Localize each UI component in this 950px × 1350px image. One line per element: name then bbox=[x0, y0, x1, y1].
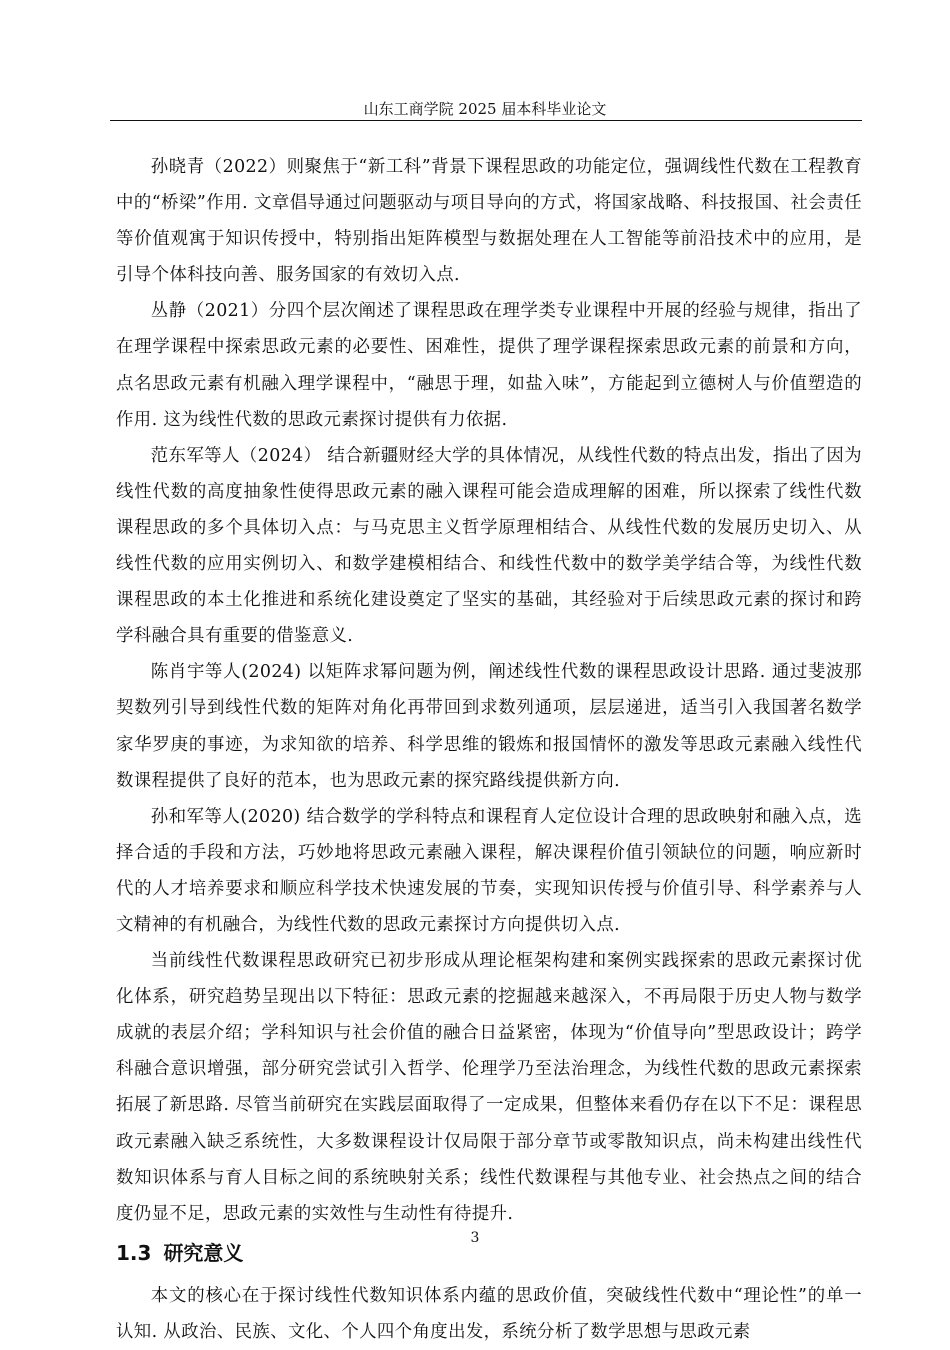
paragraph-research-summary: 当前线性代数课程思政研究已初步形成从理论框架构建和案例实践探索的思政元素探讨优化体系，研究趋势呈现出以下特征：思政元素的挖掘越来越深入，不再局限于历史人物与数学成就的表层介绍；学科知识与社会价值的融合日益紧密，体现为“价值导向”型思政设计；跨学科融合意识增强，部分研究尝试引入哲学、伦理学乃至法治理念，为线性代数的思政元素探索拓展了新思路. 尽管当前研究在实践层面取得了一定成果，但整体来看仍存在以下不足：课程思政元素融入缺乏系统性，大多数课程设计仅局限于部分章节或零散知识点，尚未构建出线性代数知识体系与育人目标之间的系统映射关系；线性代数课程与其他专业、社会热点之间的结合度仍显不足，思政元素的实效性与生动性有待提升. bbox=[116, 951, 862, 1224]
section-title: 研究意义 bbox=[163, 1240, 244, 1265]
paragraph-sun-hejun: 孙和军等人(2020) 结合数学的学科特点和课程育人定位设计合理的思政映射和融入点，选择合适的手段和方法，巧妙地将思政元素融入课程，解决课程价值引领缺位的问题，响应新时代的人才培养要求和顺应科学技术快速发展的节奏，实现知识传授与价值引导、科学素养与人文精神的有机融合，为线性代数的思政元素探讨方向提供切入点. bbox=[116, 806, 862, 935]
header-rule bbox=[110, 120, 862, 121]
paragraph-sun-xiaoqing: 孙晓青（2022）则聚焦于“新工科”背景下课程思政的功能定位，强调线性代数在工程教育中的“桥梁”作用. 文章倡导通过问题驱动与项目导向的方式，将国家战略、科技报国、社会责任等价值观寓于知识传授中，特别指出矩阵模型与数据处理在人工智能等前沿技术中的应用，是引导个体科技向善、服务国家的有效切入点. bbox=[116, 157, 862, 286]
paragraph-chen-xiaoyu: 陈肖宇等人(2024) 以矩阵求幂问题为例，阐述线性代数的课程思政设计思路. 通过斐波那契数列引导到线性代数的矩阵对角化再带回到求数列通项，层层递进，适当引入我国著名数学家华罗庚的事迹，为求知欲的培养、科学思维的锻炼和报国情怀的激发等思政元素融入线性代数课程提供了良好的范本，也为思政元素的探究路线提供新方向. bbox=[116, 662, 862, 791]
page-number: 3 bbox=[470, 1230, 480, 1246]
section-number: 1.3 bbox=[116, 1240, 152, 1265]
paragraph-significance: 本文的核心在于探讨线性代数知识体系内蕴的思政价值，突破线性代数中“理论性”的单一认知. 从政治、民族、文化、个人四个角度出发，系统分析了数学思想与思政元素 bbox=[116, 1285, 862, 1342]
paragraph-fan-dongjun: 范东军等人（2024） 结合新疆财经大学的具体情况，从线性代数的特点出发，指出了因为线性代数的高度抽象性使得思政元素的融入课程可能会造成理解的困难，所以探索了线性代数课程思政的多个具体切入点：与马克思主义哲学原理相结合、从线性代数的发展历史切入、从线性代数的应用实例切入、和数学建模相结合、和线性代数中的数学美学结合等，为线性代数课程思政的本土化推进和系统化建设奠定了坚实的基础，其经验对于后续思政元素的探讨和跨学科融合具有重要的借鉴意义. bbox=[116, 445, 862, 647]
paragraph-cong-jing: 丛静（2021）分四个层次阐述了课程思政在理学类专业课程中开展的经验与规律，指出了在理学课程中探索思政元素的必要性、困难性，提供了理学课程探索思政元素的前景和方向，点名思政元素有机融入理学课程中，“融思于理，如盐入味”，方能起到立德树人与价值塑造的作用. 这为线性代数的思政元素探讨提供有力依据. bbox=[116, 301, 862, 430]
page-body bbox=[116, 149, 862, 1350]
running-header: 山东工商学院 2025 届本科毕业论文 bbox=[363, 100, 607, 118]
